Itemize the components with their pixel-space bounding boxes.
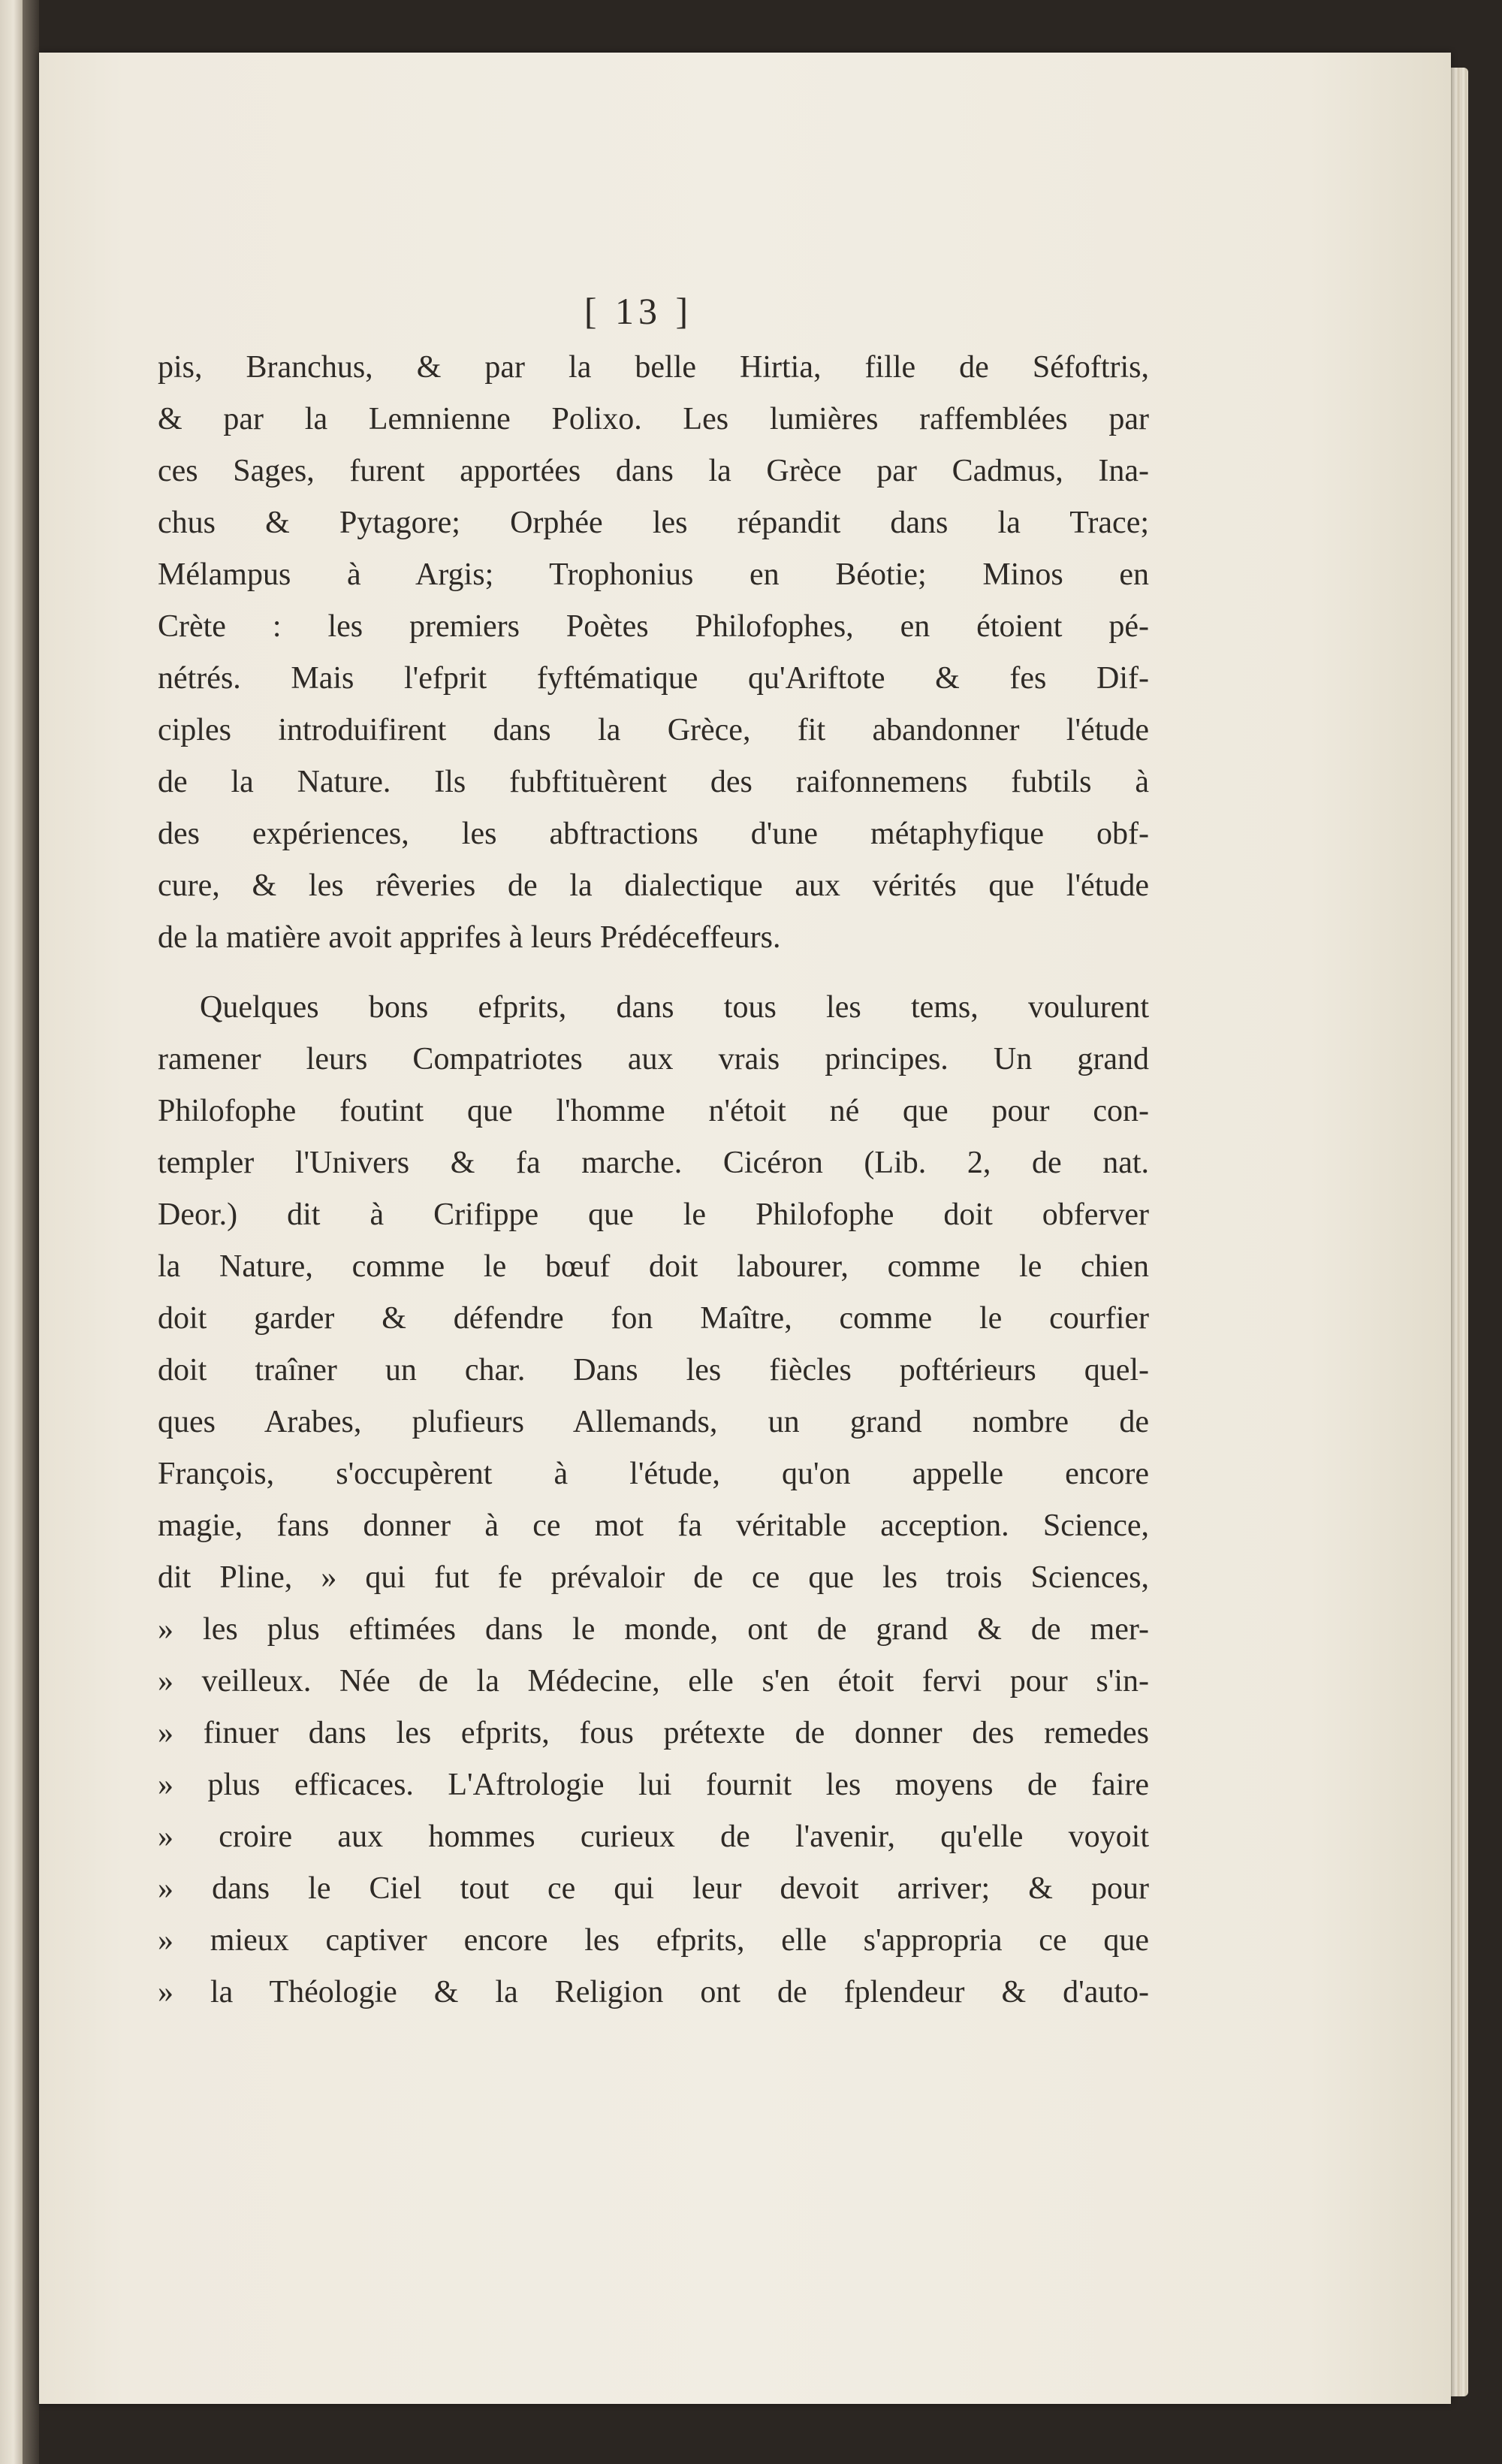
text-line: François, s'occupèrent à l'étude, qu'on appelle encore <box>158 1457 1149 1491</box>
text-line: » plus efficaces. L'Aftrologie lui fournit les moyens de faire <box>158 1768 1149 1802</box>
previous-page-edge <box>0 0 23 2464</box>
text-line: chus & Pytagore; Orphée les répandit dans la Trace; <box>158 506 1149 540</box>
text-line: la Nature, comme le bœuf doit labourer, comme le chien <box>158 1249 1149 1284</box>
text-line: de la Nature. Ils fubftituèrent des raifonnemens fubtils à <box>158 765 1149 799</box>
text-line: Quelques bons efprits, dans tous les tems, voulurent <box>200 990 1149 1025</box>
text-line: » dans le Ciel tout ce qui leur devoit arriver; & pour <box>158 1871 1149 1906</box>
text-line: » veilleux. Née de la Médecine, elle s'en étoit fervi pour s'in- <box>158 1664 1149 1699</box>
page-text <box>158 285 1149 2019</box>
text-line: » croire aux hommes curieux de l'avenir, qu'elle voyoit <box>158 1819 1149 1854</box>
text-line: nétrés. Mais l'efprit fyftématique qu'Ariftote & fes Dif- <box>158 661 1149 696</box>
text-line: des expériences, les abftractions d'une métaphyfique obf- <box>158 817 1149 851</box>
text-line: » finuer dans les efprits, fous prétexte de donner des remedes <box>158 1716 1149 1750</box>
text-line: cure, & les rêveries de la dialectique aux vérités que l'étude <box>158 868 1149 903</box>
page-number: [ 13 ] <box>584 290 693 332</box>
text-line: ques Arabes, plufieurs Allemands, un grand nombre de <box>158 1405 1149 1439</box>
text-line: ces Sages, furent apportées dans la Grèce par Cadmus, Ina- <box>158 454 1149 488</box>
paragraph-2 <box>158 982 1149 2019</box>
text-line: Deor.) dit à Crifippe que le Philofophe doit obferver <box>158 1197 1149 1232</box>
text-line: Mélampus à Argis; Trophonius en Béotie; Minos en <box>158 557 1149 592</box>
text-line: Philofophe foutint que l'homme n'étoit né que pour con- <box>158 1094 1149 1128</box>
text-line: » les plus eftimées dans le monde, ont de grand & de mer- <box>158 1612 1149 1647</box>
text-line: doit garder & défendre fon Maître, comme le courfier <box>158 1301 1149 1336</box>
book-gutter <box>23 0 39 2464</box>
paragraph-1 <box>158 342 1149 964</box>
text-line: doit traîner un char. Dans les fiècles poftérieurs quel- <box>158 1353 1149 1388</box>
text-line: » la Théologie & la Religion ont de fplendeur & d'auto- <box>158 1975 1149 2010</box>
text-line: Crète : les premiers Poètes Philofophes, en étoient pé- <box>158 609 1149 644</box>
text-line: ramener leurs Compatriotes aux vrais principes. Un grand <box>158 1042 1149 1076</box>
text-line: de la matière avoit apprifes à leurs Prédéceffeurs. <box>158 920 781 955</box>
text-line: & par la Lemnienne Polixo. Les lumières raffemblées par <box>158 402 1149 436</box>
text-line: magie, fans donner à ce mot fa véritable acception. Science, <box>158 1508 1149 1543</box>
text-line: ciples introduifirent dans la Grèce, fit abandonner l'étude <box>158 713 1149 747</box>
text-line: dit Pline, » qui fut fe prévaloir de ce que les trois Sciences, <box>158 1560 1149 1595</box>
text-line: pis, Branchus, & par la belle Hirtia, fille de Séfoftris, <box>158 350 1149 385</box>
text-line: templer l'Univers & fa marche. Cicéron (Lib. 2, de nat. <box>158 1146 1149 1180</box>
text-line: » mieux captiver encore les efprits, elle s'appropria ce que <box>158 1923 1149 1958</box>
